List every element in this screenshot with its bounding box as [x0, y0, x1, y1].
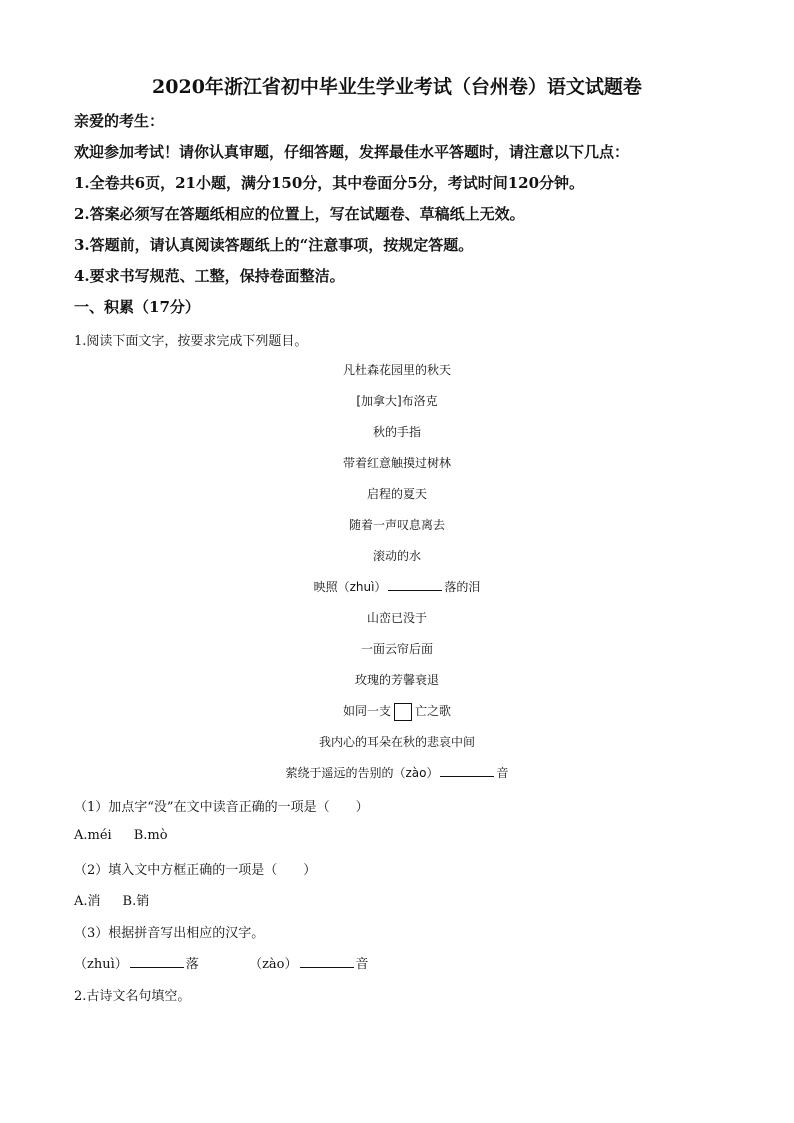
note-2: 2.答案必须写在答题纸相应的位置上，写在试题卷、草稿纸上无效。 [74, 205, 525, 223]
poem-line: 山峦已没于 [366, 611, 427, 625]
fill-blank[interactable] [300, 955, 354, 968]
fill-blank[interactable] [440, 764, 494, 777]
sub-question-2: （2）填入文中方框正确的一项是（ ） [74, 863, 317, 878]
option-b[interactable]: B.销 [122, 894, 150, 909]
poem-line: 我内心的耳朵在秋的悲哀中间 [318, 735, 475, 749]
sub-question-3: （3）根据拼音写出相应的汉字。 [74, 926, 265, 941]
poem-line: 启程的夏天 [366, 487, 427, 501]
sub-question-1-options [74, 828, 168, 843]
greeting: 亲爱的考生： [74, 112, 165, 130]
sub-question-3-answers [74, 953, 369, 972]
word-1: 落 [185, 957, 199, 972]
sub-question-1: （1）加点字“没”在文中读音正确的一项是（ ） [74, 800, 369, 815]
poem-line-box [0, 702, 794, 721]
question-2-prompt: 2.古诗文名句填空。 [74, 989, 191, 1004]
pinyin-2: （zào） [249, 957, 298, 972]
question-1-prompt: 1.阅读下面文字，按要求完成下列题目。 [74, 334, 308, 349]
note-4: 4.要求书写规范、工整，保持卷面整洁。 [74, 267, 345, 285]
poem-text: 亡之歌 [415, 704, 452, 718]
poem-line: 一面云帘后面 [360, 642, 433, 656]
section-heading: 一、积累（17分） [74, 298, 200, 316]
poem-line: 随着一声叹息离去 [348, 518, 445, 532]
poem-author: [加拿大]布洛克 [356, 394, 438, 408]
poem-line: 滚动的水 [372, 549, 421, 563]
poem-line: 秋的手指 [372, 425, 421, 439]
note-1: 1.全卷共6页，21小题，满分150分，其中卷面分5分，考试时间120分钟。 [74, 174, 585, 192]
poem-text: 映照（zhuì） [313, 580, 387, 594]
poem-text: 落的泪 [444, 580, 481, 594]
sub-question-2-options [74, 890, 149, 909]
pinyin-1: （zhuì） [74, 957, 128, 972]
intro: 欢迎参加考试！请你认真审题，仔细答题，发挥最佳水平答题时，请注意以下几点： [74, 143, 630, 161]
note-3: 3.答题前，请认真阅读答题纸上的“注意事项，按规定答题。 [74, 236, 474, 254]
poem-text: 如同一支 [342, 704, 391, 718]
option-b[interactable]: B.mò [133, 828, 168, 843]
poem-text: 萦绕于遥远的告别的（zào） [285, 766, 439, 780]
poem-line: 玫瑰的芳馨衰退 [354, 673, 439, 687]
poem-line: 带着红意触摸过树林 [342, 456, 451, 470]
poem-line-blank-1 [0, 578, 794, 595]
fill-blank[interactable] [388, 578, 442, 591]
word-2: 音 [355, 957, 369, 972]
poem-line-blank-2 [0, 764, 794, 781]
poem-title: 凡杜森花园里的秋天 [342, 363, 451, 377]
option-a[interactable]: A.méi [74, 828, 112, 843]
option-a[interactable]: A.消 [74, 894, 101, 909]
page-title: 2020年浙江省初中毕业生学业考试（台州卷）语文试题卷 [152, 76, 642, 98]
fill-blank[interactable] [130, 955, 184, 968]
answer-box[interactable] [394, 703, 412, 721]
poem-text: 音 [496, 766, 509, 780]
